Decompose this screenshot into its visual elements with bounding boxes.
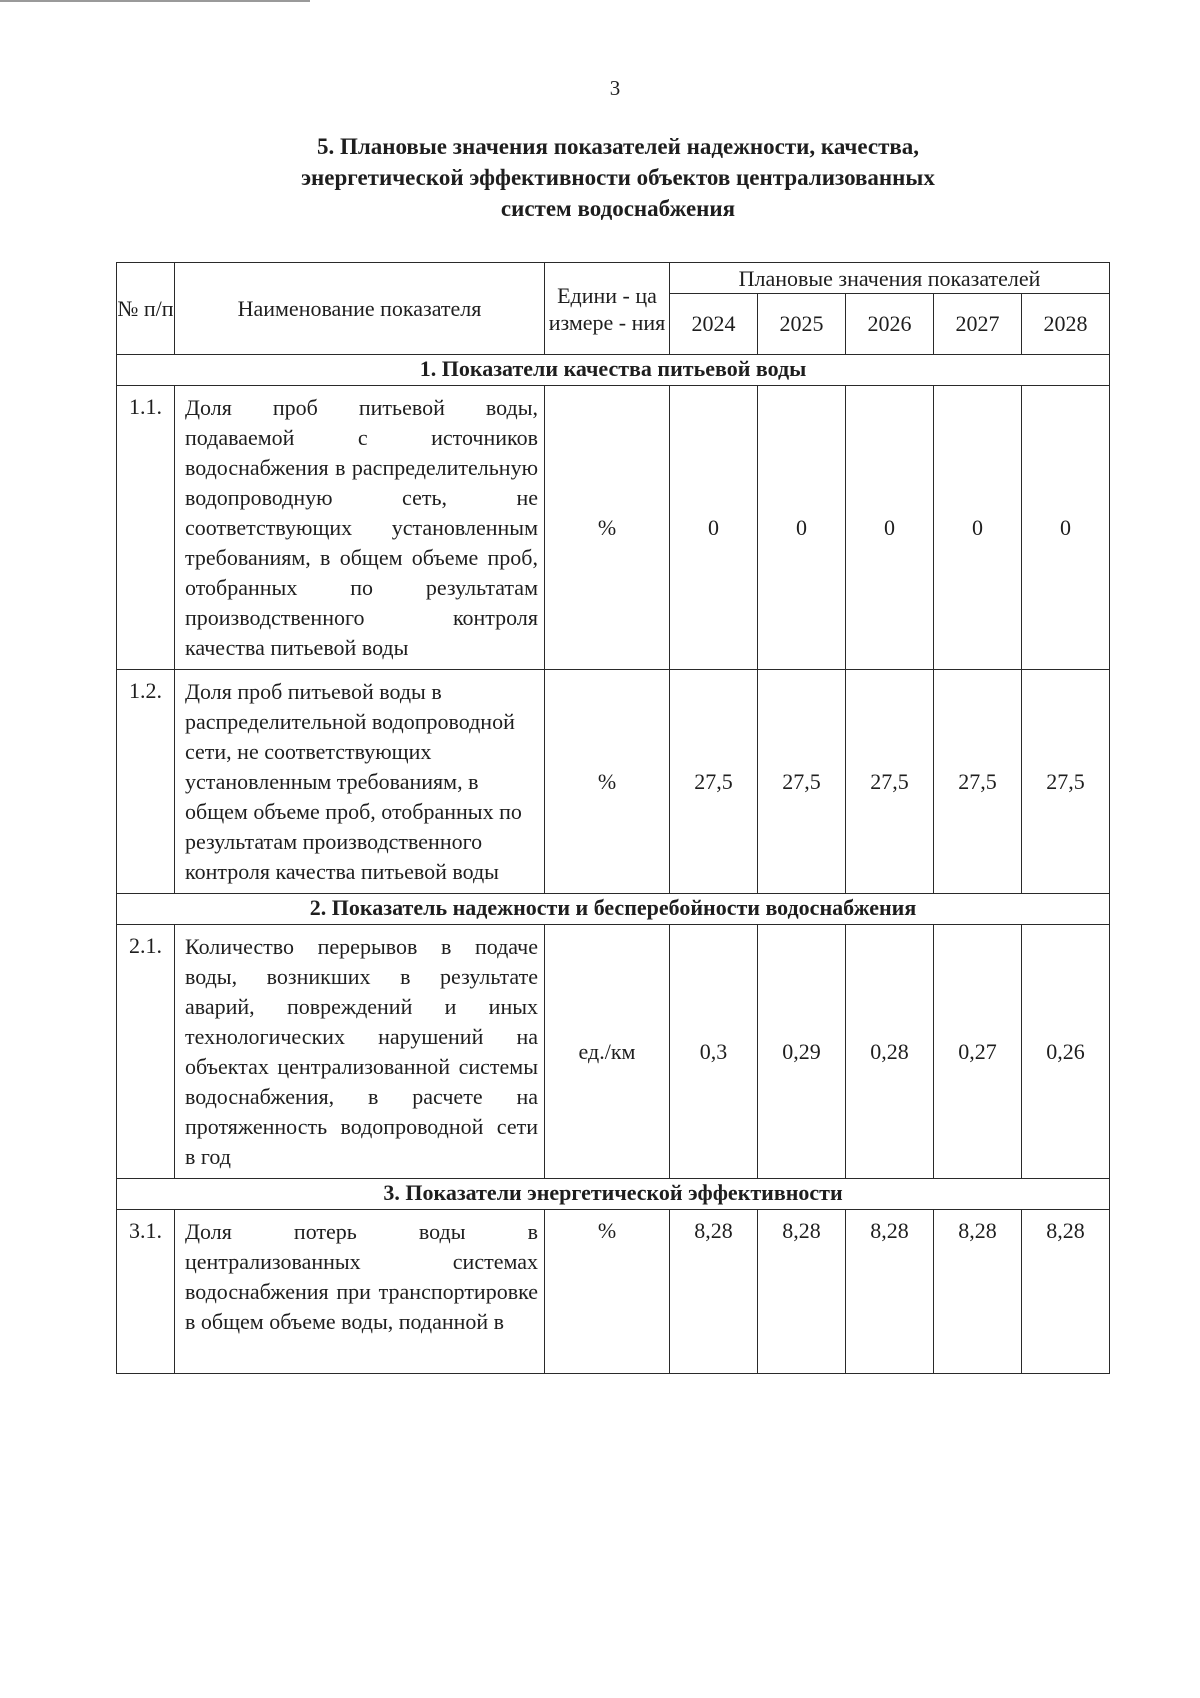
section-title: 2. Показатель надежности и бесперебойности водоснабжения [117,894,1110,925]
table-row [117,925,1110,1179]
row-value: 27,5 [846,670,934,894]
row-value: 27,5 [758,670,846,894]
header-year: 2025 [758,294,846,355]
row-number: 1.1. [117,386,175,670]
heading-line-2: энергетической эффективности объектов централизованных [301,165,935,190]
row-value: 8,28 [1022,1210,1110,1374]
row-indicator-name: Количество перерывов в подаче воды, возникших в результате аварий, повреждений и иных технологических нарушений на объектах централизованной системы водоснабжения, в расчете на протяженность водопроводной сети в год [175,925,545,1179]
row-value: 8,28 [934,1210,1022,1374]
row-indicator-name: Доля потерь воды в централизованных системах водоснабжения при транспортировке в общем объеме воды, поданной в [175,1210,545,1374]
row-number: 2.1. [117,925,175,1179]
row-value: 8,28 [846,1210,934,1374]
row-value: 27,5 [1022,670,1110,894]
row-value: 0,29 [758,925,846,1179]
row-value: 27,5 [670,670,758,894]
section-title-row [117,1179,1110,1210]
row-value: 0,28 [846,925,934,1179]
header-year: 2024 [670,294,758,355]
row-value: 0,27 [934,925,1022,1179]
heading-line-1: 5. Плановые значения показателей надежности, качества, [316,134,920,159]
row-value: 0,3 [670,925,758,1179]
indicators-table [116,262,1110,1374]
row-number: 1.2. [117,670,175,894]
header-year: 2027 [934,294,1022,355]
row-number: 3.1. [117,1210,175,1374]
row-unit: % [545,386,670,670]
scan-edge-line [0,0,310,2]
table-row [117,670,1110,894]
page-number: 3 [609,76,621,100]
section-title: 3. Показатели энергетической эффективности [117,1179,1110,1210]
row-value: 8,28 [670,1210,758,1374]
row-unit: % [545,670,670,894]
row-unit: ед./км [545,925,670,1179]
section-title: 1. Показатели качества питьевой воды [117,355,1110,386]
row-value: 27,5 [934,670,1022,894]
row-value: 0 [670,386,758,670]
row-unit: % [545,1210,670,1374]
row-value: 0,26 [1022,925,1110,1179]
section-heading [208,131,1028,224]
row-value: 0 [1022,386,1110,670]
table-row [117,1210,1110,1374]
header-unit: Едини - ца измере - ния [545,263,670,355]
row-indicator-name: Доля проб питьевой воды, подаваемой с источников водоснабжения в распределительную водопроводную сеть, не соответствующих установленным требованиям, в общем объеме проб, отобранных по результатам производственного контроля качества питьевой воды [175,386,545,670]
header-name: Наименование показателя [175,263,545,355]
table-header-row [117,263,1110,294]
header-planned: Плановые значения показателей [670,263,1110,294]
row-indicator-name: Доля проб питьевой воды в распределительной водопроводной сети, не соответствующих установленным требованиям, в общем объеме проб, отобранных по результатам производственного контроля качества питьевой воды [175,670,545,894]
header-year: 2028 [1022,294,1110,355]
row-value: 0 [846,386,934,670]
header-num: № п/п [117,263,175,355]
section-title-row [117,894,1110,925]
row-value: 0 [758,386,846,670]
row-value: 0 [934,386,1022,670]
heading-line-3: систем водоснабжения [500,196,736,221]
row-value: 8,28 [758,1210,846,1374]
table-row [117,386,1110,670]
section-title-row [117,355,1110,386]
header-year: 2026 [846,294,934,355]
